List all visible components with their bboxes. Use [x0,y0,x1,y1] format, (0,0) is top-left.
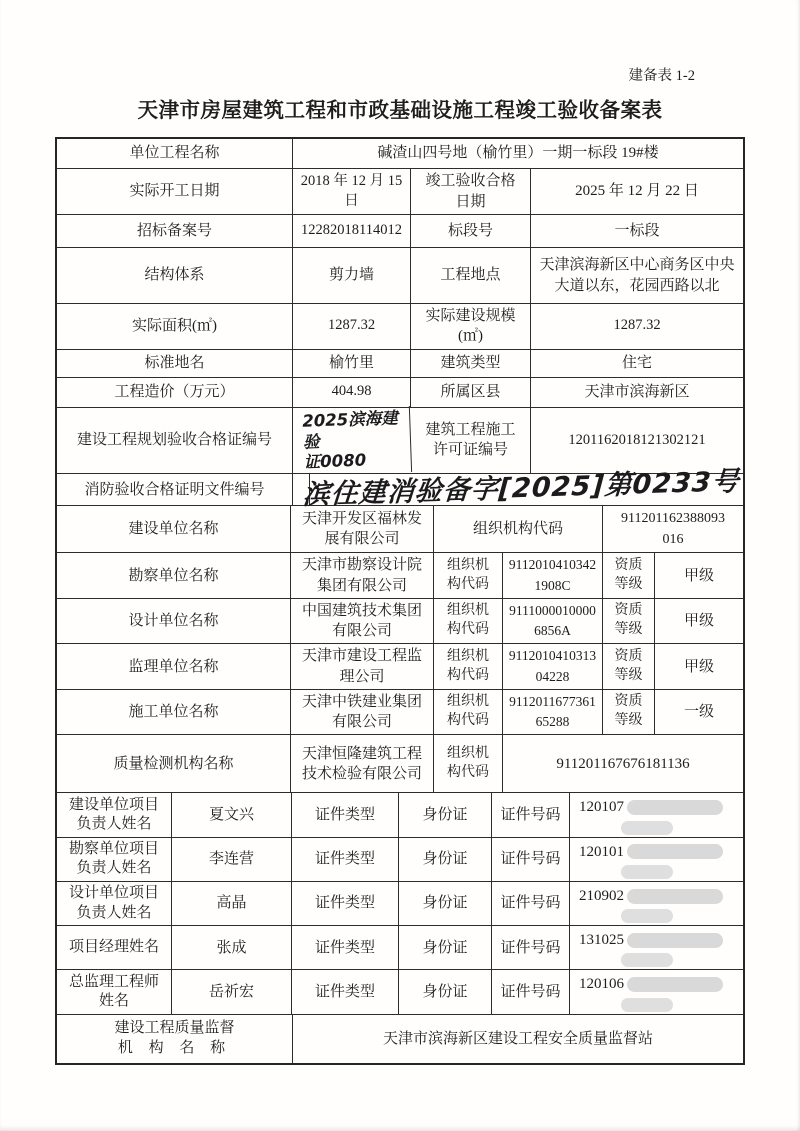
cs-id-prefix: 120106 [579,976,624,993]
design-org-code-value: 91110000100006856A [503,599,603,644]
design-person-label-line1: 设计单位项目 [68,885,159,901]
chief-supervisor-label-line1: 总监理工程师 [68,973,159,990]
design-grade-value: 甲级 [683,613,714,629]
redaction-blur [621,953,673,967]
survey-person-label-line2: 负责人姓名 [76,860,152,877]
supervisor-org-code-value: 911201041031304228 [503,644,603,689]
row-chief-supervisor [57,970,743,1014]
redaction-blur [621,998,673,1012]
test-org-label: 质量检测机构名称 [57,735,291,792]
district-label: 所属区县 [411,378,531,407]
redaction-blur [621,821,673,835]
planning-cert-hand-line2: 证0080 [303,450,367,472]
design-qualification-label: 资质等级 [603,599,655,644]
construction-permit-label: 建筑工程施工许可证编号 [411,408,531,474]
redaction-blur [627,800,723,815]
design-unit-company: 中国建筑技术集团有限公司 [291,599,434,644]
cs-doc-no-label: 证件号码 [492,970,570,1013]
builder-doc-type-value: 身份证 [399,793,492,836]
filing-table [55,137,745,1065]
row-design-unit [57,599,743,645]
supervisor-grade-value: 甲级 [683,658,714,675]
test-org-code-label: 组织机构代码 [434,735,503,792]
builder-person-label-line2: 负责人姓名 [76,816,152,832]
survey-doc-type-value: 身份证 [399,838,492,881]
pm-id-prefix: 131025 [579,932,624,949]
page-title: 天津市房屋建筑工程和市政基础设施工程竣工验收备案表 [137,100,663,122]
design-id-number [570,882,743,925]
pm-doc-no-label: 证件号码 [492,926,570,969]
supervisor-unit-company: 天津市建设工程监理公司 [291,644,434,689]
survey-unit-label: 勘察单位名称 [57,553,291,598]
survey-person-name: 李连营 [172,838,292,881]
row-structure [57,248,743,304]
survey-person-label-line1: 勘察单位项目 [68,840,159,857]
design-doc-type-label: 证件类型 [292,882,399,925]
row-contractor-unit [57,690,743,736]
bid-record-value: 12282018114012 [293,215,411,247]
row-survey-person [57,838,743,882]
design-id-prefix: 210902 [579,887,624,904]
builder-person-label-line1: 建设单位项目 [68,796,159,813]
survey-qualification-label: 资质等级 [603,553,655,598]
chief-supervisor-name: 岳祈宏 [172,970,292,1013]
row-design-person [57,882,743,926]
district-value: 天津市滨海新区 [584,383,690,400]
bid-record-label: 招标备案号 [57,215,293,247]
cost-value: 404.98 [293,378,411,407]
survey-id-prefix: 120101 [579,843,624,860]
redaction-blur [621,909,673,923]
location-value: 天津滨海新区中心商务区中央大道以东，花园西路以北 [539,257,735,294]
row-place [57,350,743,378]
builder-org-code-value: 911201162388093016 [621,511,725,548]
project-manager-label [57,926,172,969]
row-bid [57,215,743,248]
project-manager-label-line1: 项目经理姓名 [68,939,159,955]
accept-date-label: 竣工验收合格日期 [411,169,531,214]
redaction-blur [627,977,723,992]
design-unit-label: 设计单位名称 [57,599,291,644]
cs-doc-type-label: 证件类型 [292,970,399,1013]
planning-cert-handwritten-value [292,405,412,475]
supervisor-unit-label: 监理单位名称 [57,644,291,689]
planning-cert-label: 建设工程规划验收合格证编号 [57,408,293,474]
supervision-org-label-line1: 建设工程质量监督 [114,1020,235,1037]
construction-permit-value: 1201162018121302121 [568,431,706,448]
section-no-label: 标段号 [411,215,531,247]
builder-company: 天津开发区福林发展有限公司 [291,506,434,552]
contractor-grade-value: 一级 [683,704,714,720]
row-builder [57,506,743,553]
project-manager-name: 张成 [172,926,292,969]
chief-supervisor-label [57,970,172,1013]
contractor-qualification-label: 资质等级 [603,690,655,735]
accept-date-value: 2025 年 12 月 22 日 [575,183,699,200]
redaction-blur [627,889,723,904]
row-test-org [57,735,743,793]
building-type-label: 建筑类型 [411,350,531,377]
start-date-label: 实际开工日期 [57,169,293,214]
location-label: 工程地点 [411,248,531,303]
place-name-label: 标准地名 [57,350,293,377]
builder-id-prefix: 120107 [579,799,624,816]
survey-unit-company: 天津市勘察设计院集团有限公司 [291,553,434,598]
cost-label: 工程造价（万元） [57,378,293,407]
design-person-label-line2: 负责人姓名 [76,904,152,921]
scale-value: 1287.32 [613,317,661,334]
unit-project-value: 碱渣山四号地（榆竹里）一期一标段 19#楼 [377,145,659,162]
row-area [57,304,743,350]
building-type-value: 住宅 [621,354,652,371]
survey-grade-value: 甲级 [683,567,714,584]
row-builder-person [57,793,743,837]
survey-doc-type-label: 证件类型 [292,838,399,881]
pm-id-number [570,926,743,969]
survey-doc-no-label: 证件号码 [492,838,570,881]
redaction-blur [621,865,673,879]
form-code: 建备表 1-2 [628,68,695,84]
builder-person-label [57,793,172,836]
row-supervisor-unit [57,644,743,690]
design-org-code-label: 组织机构代码 [434,599,503,644]
scale-label: 实际建设规模(㎡) [411,304,531,349]
builder-label: 建设单位名称 [57,506,291,552]
fire-cert-label: 消防验收合格证明文件编号 [57,474,293,505]
design-person-name: 高晶 [172,882,292,925]
redaction-blur [627,844,723,859]
row-unit-project [57,139,743,169]
builder-id-number [570,793,743,836]
unit-project-label: 单位工程名称 [57,139,293,168]
contractor-org-code-label: 组织机构代码 [434,690,503,735]
builder-doc-no-label: 证件号码 [492,793,570,836]
contractor-unit-label: 施工单位名称 [57,690,291,735]
row-cost [57,378,743,408]
survey-id-number [570,838,743,881]
cs-id-number [570,970,743,1013]
test-org-code-value: 911201167676181136 [556,755,690,772]
area-label: 实际面积(㎡) [57,304,293,349]
row-supervision-org [57,1015,743,1063]
row-dates [57,169,743,215]
supervisor-qualification-label: 资质等级 [603,644,655,689]
place-name-value: 榆竹里 [293,350,411,377]
design-person-label [57,882,172,925]
structure-value: 剪力墙 [293,248,411,303]
pm-doc-type-value: 身份证 [399,926,492,969]
supervision-org-label-line2: 机 构 名 称 [117,1039,232,1056]
start-date-value: 2018 年 12 月 15 日 [293,169,411,214]
contractor-org-code-value: 911201167736165288 [503,690,603,735]
planning-cert-hand-line1: 2025滨海建验 [301,407,398,451]
test-org-company: 天津恒隆建筑工程技术检验有限公司 [291,735,434,792]
cs-doc-type-value: 身份证 [399,970,492,1013]
builder-person-name: 夏文兴 [172,793,292,836]
survey-org-code-label: 组织机构代码 [434,553,503,598]
redaction-blur [627,933,723,948]
area-value: 1287.32 [293,304,411,349]
row-fire-cert [57,466,743,512]
supervision-org-value: 天津市滨海新区建设工程安全质量监督站 [382,1030,653,1047]
survey-person-label [57,838,172,881]
design-doc-no-label: 证件号码 [492,882,570,925]
structure-label: 结构体系 [57,248,293,303]
supervisor-org-code-label: 组织机构代码 [434,644,503,689]
section-no-value: 一标段 [614,222,660,239]
chief-supervisor-label-line2: 姓名 [98,993,129,1009]
supervision-org-label [57,1015,293,1063]
row-survey-unit [57,553,743,599]
pm-doc-type-label: 证件类型 [292,926,399,969]
design-doc-type-value: 身份证 [399,882,492,925]
contractor-unit-company: 天津中铁建业集团有限公司 [291,690,434,735]
fire-cert-handwritten-value: 滨住建消验备字[2025]第0233号 [301,466,741,512]
builder-doc-type-label: 证件类型 [292,793,399,836]
builder-org-code-label: 组织机构代码 [434,506,603,552]
row-project-manager [57,926,743,970]
survey-org-code-value: 91120104103421908C [503,553,603,598]
